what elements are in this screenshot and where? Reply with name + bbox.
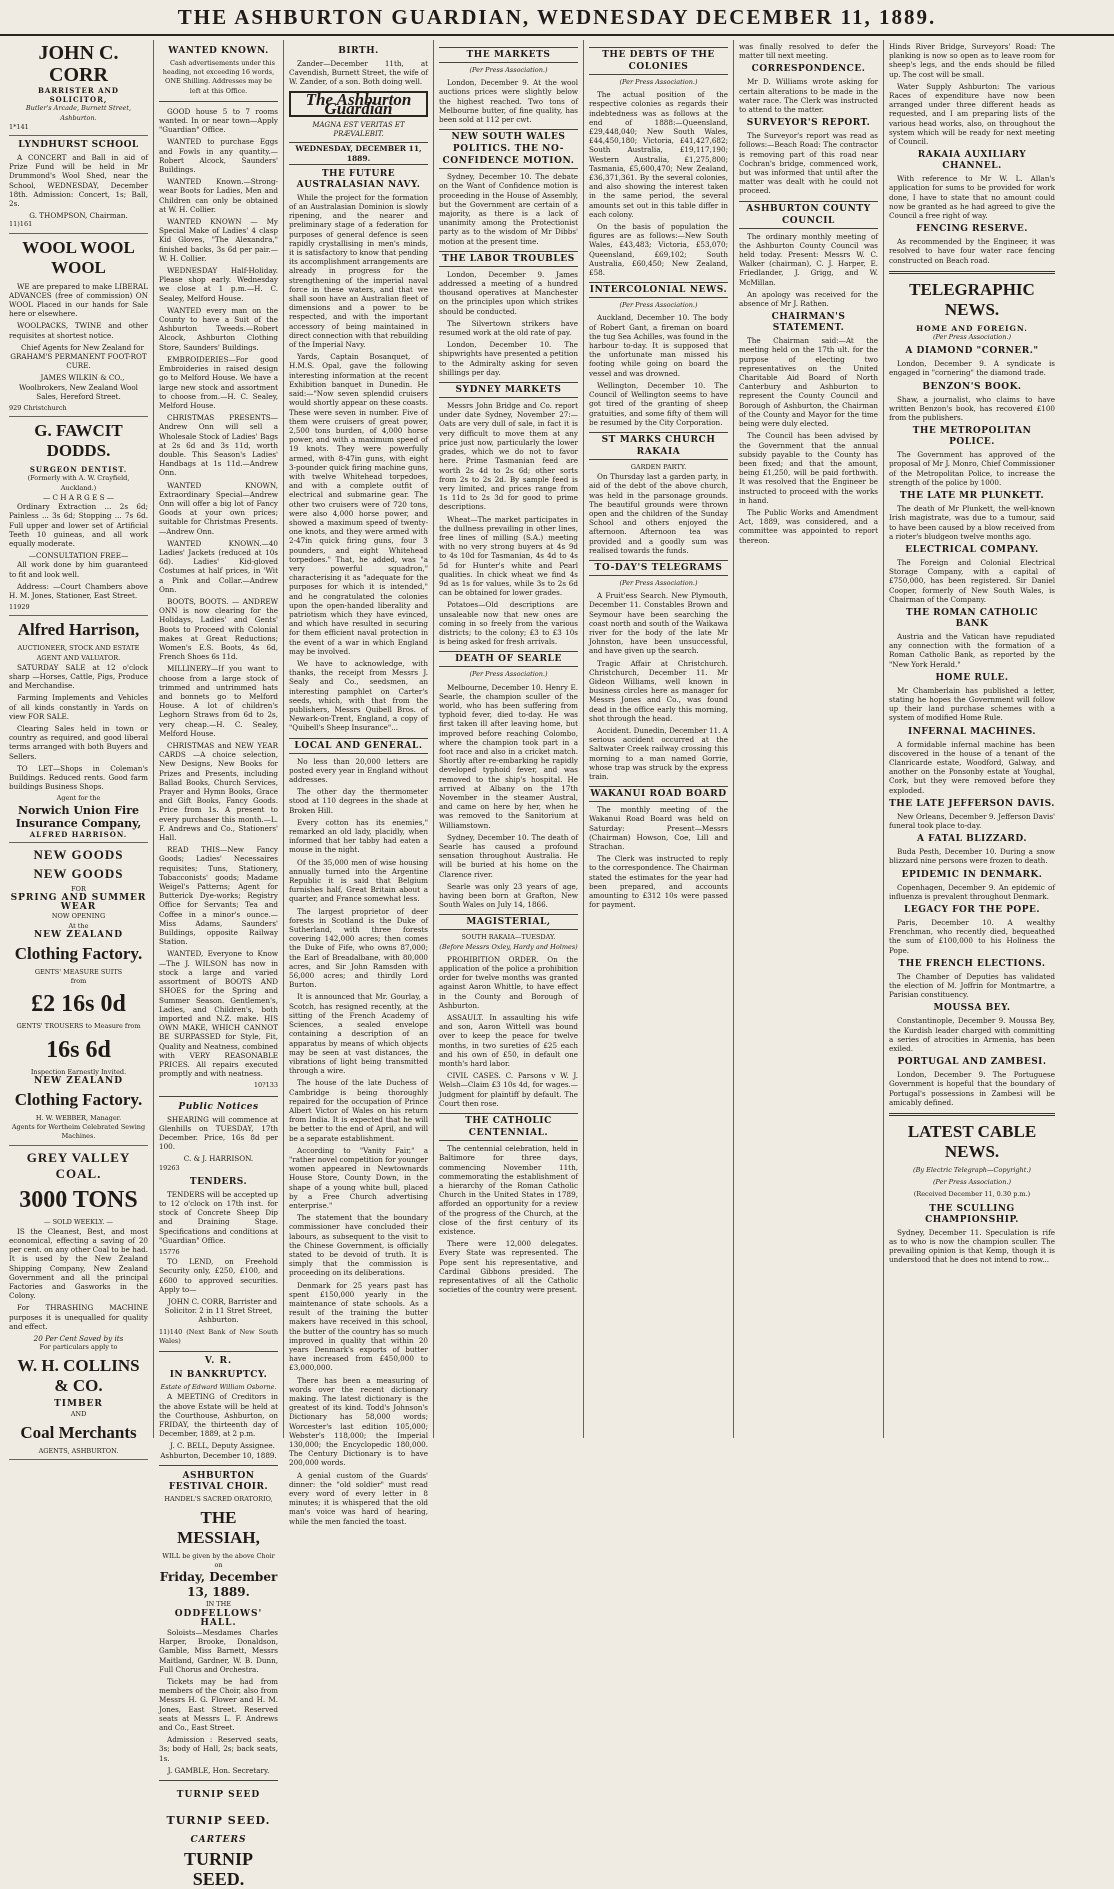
fencing-body: As recommended by the Engineer, it was resolved to have four water race fencing constructed on Beach road. <box>889 237 1055 265</box>
harrison-agent: Agent for the <box>56 794 101 803</box>
newspaper-masthead <box>0 0 1114 36</box>
column-6 <box>734 40 884 1438</box>
wool-sign: JAMES WILKIN & CO., Woolbrokers, New Zealand Wool Sales, Hereford Street. <box>19 373 138 401</box>
wanted-ad-7: EMBROIDERIES—For good Embroideries in raised design go to Melford House. We have a large new stock and assortment to choose from.—H. C. Sealey, Melford House. <box>159 354 278 410</box>
turnip-seed-3: TURNIP SEED. <box>183 1848 253 1889</box>
new-goods-agents: Agents for Wertheim Celebrated Sewing Machines. <box>11 1123 146 1141</box>
ashburton-county-heading: ASHBURTON COUNTY COUNCIL <box>739 201 878 229</box>
turnip-seed-1: TURNIP SEED <box>176 1790 261 1801</box>
latest-cable-sub: (By Electric Telegraph—Copyright.) <box>913 1166 1031 1175</box>
new-goods-now: NOW OPENING <box>51 912 106 921</box>
new-goods-price-1: £2 16s 0d <box>31 991 126 1018</box>
telegram-1-body: London, December 9. A syndicate is engaged in "cornering" the diamond trade. <box>889 359 1055 378</box>
wakanui-body-1: The monthly meeting of the Wakanui Road Board was held on Saturday: Present—Messrs (Chairman) Howson, Coe, Lill and Strachan. <box>589 805 728 852</box>
shearing-ref: 19263 <box>159 1163 180 1172</box>
messiah-hall: ODDFELLOWS' HALL. <box>174 1608 263 1628</box>
telegram-10-heading: A FATAL BLIZZARD. <box>917 834 1027 845</box>
latest-cable-source: (Per Press Association.) <box>933 1178 1011 1187</box>
new-goods-wear: WEAR <box>60 902 97 913</box>
new-goods-line-1: NEW GOODS <box>33 846 124 862</box>
telegrams-body-3: Accident. Dunedin, December 11. A serious accident occurred at the Saltwater Creek railway crossing this morning to a man named Gorrie, whose trap was struck by the express train. <box>589 725 728 781</box>
telegram-3-body: The Government has approved of the proposal of Mr J. Monro, Chief Commissioner of the Metropolitan Police, to increase the strength of the police by 1000. <box>889 450 1055 487</box>
turnip-seed-2: TURNIP SEED. <box>166 1814 271 1828</box>
catholic-body-1: The centennial celebration, held in Baltimore for three days, commencing November 11th, commemorating the establishment of a hierarchy of the Roman Catholic Church in the United States in 1789, afforded an opportunity for a review of the progress of the Church, at the close of the first century of its existence. <box>439 1144 578 1236</box>
lead-paragraph-1: While the project for the formation of an Australasian Dominion is slowly ripening, and the nearer and preliminary stage of a federation for purposes of general defence is seen rapidly crystallising in men's minds, it is satisfactory to know that pending its accomplishment arrangements are already in progress for the strengthening of the imperial naval force in these waters, and that we shall soon have an Australian fleet of dimensions and a power to be respected, and with the important accessory of being maintained in direct connection with that rebuilding of the Imperial Navy. <box>289 192 428 350</box>
column-2 <box>154 40 284 1889</box>
rakaia-body: With reference to Mr W. L. Allan's application for sums to be provided for work done, I have to state that no amount could now be granted as he had agreed to give the Council a free right of way. <box>889 174 1055 221</box>
new-goods-at: At the <box>68 921 89 930</box>
latest-cable-heading: LATEST CABLE NEWS. <box>907 1122 1037 1162</box>
surveyor-heading: SURVEYOR'S REPORT. <box>746 118 871 129</box>
new-goods-season: SPRING AND SUMMER <box>10 892 147 903</box>
messiah-sign: J. GAMBLE, Hon. Secretary. <box>167 1765 270 1775</box>
local-item-7: The house of the late Duchess of Cambridge is being thoroughly repaired for the occupation of Prince Albert Victor of Wales on his return from India. It is expected that he will be better to the end of April, and will be a separate establishment. <box>289 1078 428 1143</box>
surveyor-body: The Surveyor's report was read as follows:—Beach Road: The contractor is removing part of this road near Cochran's bridge, commenced work, but was informed that until after the matter was dealt with he could not proceed. <box>739 131 878 196</box>
local-item-4: Of the 35,000 men of wise housing annually turned into the Argentine Republic it is said that Belgium furnishes half, Great Britain about a quarter, and France somewhat less. <box>289 857 428 904</box>
festival-heading: ASHBURTON FESTIVAL CHOIR. <box>168 1470 269 1492</box>
shearing-notice: SHEARING will commence at Glenhills on TUESDAY, 17th December. Price, 16s 8d per 100. <box>159 1114 278 1152</box>
labor-body-3: London, December 10. The shipwrights have presented a petition to the Admiralty asking for seven shillings per day. <box>439 340 578 377</box>
telegram-13-body: The Chamber of Deputies has validated the election of M. Joffrin for Montmartre, a Parisian constituency. <box>889 971 1055 1000</box>
searle-body-3: Searle was only 23 years of age, having been born at Grafton, New South Wales on July 14, 1866. <box>439 881 578 910</box>
new-goods-clothing: Clothing Factory. <box>14 944 143 963</box>
collins-and: AND <box>70 1409 87 1418</box>
messiah-prices: Admission : Reserved seats, 3s; body of Hall, 2s; back seats, 1s. <box>159 1735 278 1763</box>
board-continued: was finally resolved to defer the matter till next meeting. <box>739 42 878 61</box>
lead-paragraph-3: We have to acknowledge, with thanks, the receipt from Messrs J. Sealy and Co., seedsmen, an interesting pamphlet on Carter's seeds, which, with that from the publishers, Messrs Quibell Bros. of Newark-on-Trent, England, a copy of "Quibell's Sheep Insurance"... <box>289 658 428 733</box>
corr-advert <box>9 42 148 136</box>
telegram-5-body: The Foreign and Colonial Electrical Storage Company, with a capital of £750,000, has been registered. Sir Daniel Cooper, formerly of New South Wales, is Chairman of the Company. <box>889 557 1055 604</box>
telegram-1-heading: A DIAMOND "CORNER." <box>905 346 1039 357</box>
lend-body: TO LEND, on Freehold Security only, £250, £100, and £600 to approved securities. Apply to— <box>159 1257 278 1294</box>
telegram-12-body: Paris, December 10. A wealthy Frenchman, who recently died, bequeathed the sum of £100,000 to his Holiness the Pope. <box>889 917 1055 955</box>
labor-body-2: The Silvertown strikers have resumed work at the old rate of pay. <box>439 318 578 338</box>
wool-heading: WOOL WOOL WOOL <box>22 237 135 277</box>
collins-coal: Coal Merchants <box>20 1422 137 1442</box>
labor-body-1: London, December 9. James addressed a meeting of a hundred thousand operatives at Manchester on the principles upon which strikes should be conducted. <box>439 269 578 316</box>
corr-ref: 1*141 <box>9 122 29 131</box>
markets-source: (Per Press Association.) <box>469 66 548 74</box>
lead-paragraph-2: Yards, Captain Bosanquet, of H.M.S. Opal, gave the following interesting information at the recent Exhibition banquet in Dunedin. He said:—"Now seven splendid cruisers would shortly appear on these coasts. These were seven in number. Five of them were cruisers of great power, 2,500 tons burden, of 4,000 horse power, and with a maximum speed of 19 knots. They were powerfully armed, with 8-47in guns, with eight 3-pounder quick firing machine guns, with twelve Whitehead torpedoes, and with a complete outfit of electrical and submarine gear. The other two cruisers were of 720 tons, were also 4,000 horse power, and showed a maximum speed of twenty-one knots, and they were armed with 2-47in quick firing guns, four 3 pounders, and eight Whitehead torpedoes." That, he added, was "a very powerful squadron," characterising it as "adequate for the purposes for which it is intended," and he congratulated the colonies upon the open-handed liberality and patriotism which they have evinced, and which have resulted in securing for them efficient naval protection in the event of a war in which England may be involved. <box>289 352 428 656</box>
telegram-3-heading: THE METROPOLITAN POLICE. <box>912 426 1032 448</box>
dodds-charges-heading: — C H A R G E S — <box>43 492 114 502</box>
dodds-role: SURGEON DENTIST. <box>29 465 128 475</box>
wanted-ad-4: WANTED KNOWN — My Special Make of Ladies' 4 clasp Kid Gloves, "The Alexandra," finished backs, 3s 6d per pair.—W. H. Collier. <box>159 217 278 263</box>
magisterial-body-1: PROHIBITION ORDER. On the application of the police a prohibition order for twelve months was granted against Aaron Whittle, to have effect in the County and Borough of Ashburton. <box>439 954 578 1010</box>
latest-cable-received: (Received December 11, 0.30 p.m.) <box>913 1190 1031 1199</box>
messiah-soloists: Soloists—Mesdames Charles Harper, Brooke, Donaldson, Gamble, Miss Barnett, Messrs Maitland, Gardner, W. B. Dunn, Full Chorus and Orchestra. <box>159 1628 278 1674</box>
birth-heading: BIRTH. <box>338 46 379 56</box>
telegram-8-body: A formidable infernal machine has been discovered in the house of a tenant of the Clanricarde estate, Woodford, Galway, and another on the Ponsonby estate at Youghal, Cork, but they were removed before they exploded. <box>889 739 1055 795</box>
divider <box>159 1465 278 1466</box>
new-goods-for: FOR <box>71 884 86 893</box>
searle-body-2: Sydney, December 10. The death of Searle has caused a profound sensation throughout Australia. He will be buried at his home on the Clarence river. <box>439 832 578 879</box>
tenders-body: TENDERS will be accepted up to 12 o'clock on 17th inst. for stock of Concrete Sheep Dip and Draining Stage. Specifications and conditions at "Guardian" Office. <box>159 1189 278 1245</box>
telegram-15-heading: PORTUGAL AND ZAMBESI. <box>897 1057 1047 1068</box>
telegram-8-heading: INFERNAL MACHINES. <box>907 726 1037 737</box>
collins-heading: W. H. COLLINS & CO. <box>17 1356 140 1396</box>
coal-advert <box>9 1150 148 1460</box>
birth-body: Zander—December 11th, at Cavendish, Burnett Street, the wife of W. Zander, of a son. Both doing well. <box>289 59 428 87</box>
local-item-2: The other day the thermometer stood at 110 degrees in the shade at Broken Hill. <box>289 787 428 815</box>
new-goods-manager: H. W. WEBBER, Manager. <box>35 1114 122 1123</box>
local-item-10: Denmark for 25 years past has spent £150,000 yearly in the maintenance of state schools. As a result of the training the butter makers have received in this school, the butter of the country has so much improved in quality that within 20 years Denmark's exports of butter have increased from £450,000 to £3,000,000. <box>289 1280 428 1373</box>
ashburton-county-body-5: The Public Works and Amendment Act, 1889, was considered, and a committee was appointed to report thereon. <box>739 507 878 545</box>
divider <box>159 1780 278 1781</box>
wanted-ad-6: WANTED every man on the County to have a Suit of the Ashburton Tweeds.—Robert Alcock, Ashburton Clothing Store, Saunders' Buildings. <box>159 305 278 352</box>
wanted-ad-14: READ THIS—New Fancy Goods; Ladies' Necessaires requisites; Tuns, Stationery, Tobacconists' goods; Madame Weigel's Patterns; Agent for Butterick Dye-works; Registry Office for Servants; Tea and Coffee in a minor's ounce.—Miss Adams, Saunders' Buildings, opposite Railway Station. <box>159 845 278 947</box>
telegram-4-body: The death of Mr Plunkett, the well-known Irish magistrate, was due to a tumour, said to have been caused by a blow received from a rioter's bludgeon twelve months ago. <box>889 504 1055 541</box>
wool-agents: Chief Agents for New Zealand for GRAHAM'S PERMANENT FOOT-ROT CURE. <box>10 342 147 371</box>
harrison-body: SATURDAY SALE at 12 o'clock sharp —Horses, Cattle, Pigs, Produce and Merchandise. <box>9 662 148 691</box>
telegrams-body-1: A Fruit'ess Search. New Plymouth, December 11. Constables Brown and Seymour have been searching the coast north and south of the Waikawa river for the body of the late Mr Johnston, have been unsuccessful, and have given up the search. <box>589 591 728 656</box>
column-5 <box>584 40 734 1438</box>
local-item-8: According to "Vanity Fair," a "rather novel competition for younger women appeared in Newtownards House Store, County Down, in the shape of a young white bull, placed by a Free Church advertising enterprise." <box>289 1145 428 1210</box>
chairman-heading: CHAIRMAN'S STATEMENT. <box>771 312 846 334</box>
local-item-6: It is announced that Mr. Gourlay, a Scotch, has resigned recently, at the sitting of the French Academy of Sciences, a sealed envelope containing a description of an apparatus by means of which objects may be seen at vast distances, the vibrations of light being transmitted through a wire. <box>289 992 428 1076</box>
telegram-9-heading: THE LATE JEFFERSON DAVIS. <box>889 798 1055 809</box>
festival-sub: HANDEL'S SACRED ORATORIO, <box>164 1494 273 1503</box>
intercolonial-body-1: Auckland, December 10. The body of Robert Gant, a fireman on board the tug Sea Achilles, was found in the harbour to-day. It is supposed that the unfortunate man missed his footing while going on board the vessel and was drowned. <box>589 313 728 378</box>
column-1 <box>4 40 154 1455</box>
telegram-11-body: Copenhagen, December 9. An epidemic of influenza is prevalent throughout Denmark. <box>889 882 1055 901</box>
catholic-heading: THE CATHOLIC CENTENNIAL. <box>439 1113 578 1141</box>
telegrams-body-2: Tragic Affair at Christchurch. Christchurch, December 11. Mr Gideon Williams, well known in business circles here as manager for Messrs Jones and Co., was found dead in the office early this morning, shot through the head. <box>589 658 728 723</box>
wanted-ad-13: CHRISTMAS and NEW YEAR CARDS —A choice selection, New Designs, New Books for Prizes and Presents, including Ballad Books, Church Services, Prayer and Hymn Books, Grace and Gift Books, Fancy Goods. Price from 1s. A present to every purchaser this month.—L. F. Andrews and Co., Stationers' Hall. <box>159 741 278 843</box>
harrison-heading: Alfred Harrison, <box>17 620 140 640</box>
wakanui-body-2: The Clerk was instructed to reply to the correspondence. The Chairman stated the estimates for the year had been prepared, and accounts amounting to £312 10s were passed for payment. <box>589 854 728 910</box>
telegrams-source: (Per Press Association.) <box>619 578 698 587</box>
coal-threshing: For THRASHING MACHINE purposes it is unequalled for quality and effect. <box>9 1303 148 1331</box>
wanted-rates: Cash advertisements under this heading, not exceeding 16 words, ONE Shilling. Addresses may be left at this Office. <box>162 59 275 95</box>
wanted-ad-2: WANTED to purchase Eggs and Fowls in any quantity.—Robert Alcock, Saunders' Buildings. <box>159 137 278 175</box>
new-goods-nz: NEW ZEALAND <box>33 929 124 940</box>
markets-body: London, December 9. At the wool auctions prices were slightly below the highest reached. Two tons of Melbourne butter, of fine quality, has been sold at 112 per cwt. <box>439 78 578 125</box>
wool-body-2: WOOLPACKS, TWINE and other requisites at shortest notice. <box>9 321 148 340</box>
wanted-ad-3: WANTED Known.—Strong-wear Boots for Ladies, Men and Children can only be obtained at W. H. Collier. <box>159 177 278 214</box>
harrison-body-4: TO LET—Shops in Coleman's Buildings. Reduced rents. Good farm buildings Business Shops. <box>9 763 148 792</box>
new-goods-from: from <box>70 977 87 986</box>
school-advert <box>9 140 148 234</box>
school-sign: G. THOMPSON, Chairman. <box>29 211 128 221</box>
coal-body: IS the Cleanest, Best, and most economical, effecting a saving of 20 per cent. on any other Coal to be had. It is used by the New Zealand Shipping Company, New Zealand Government and all the principal Factories and Gasworks in the Colony. <box>9 1226 148 1301</box>
telegram-4-heading: THE LATE MR PLUNKETT. <box>899 491 1045 502</box>
dodds-guarantee: All work done by him guaranteed to fit and look well. <box>9 560 148 579</box>
debts-body-2: On the basis of population the figures are as follows:—New South Wales, £43,483; Victoria, £53,070; Queensland, £69,102; South Australia, £60,450; New Zealand, £58. <box>589 222 728 278</box>
wool-body: WE are prepared to make LIBERAL ADVANCES (free of commission) ON WOOL Placed in our hands for Sale here or elsewhere. <box>9 281 148 319</box>
harrison-body-3: Clearing Sales held in town or country as required, and good liberal terms arranged with both Buyers and Sellers. <box>9 723 148 761</box>
telegram-5-heading: ELECTRICAL COMPANY. <box>905 544 1039 555</box>
local-item-11: There has been a measuring of words over the recent dictionary making. The latest dictionary is the greatest of its kind. Todd's Johnson's Dictionary has 58,000 words; Worcester's last edition 105,000; Webster's 118,000; the Imperial 130,000; the Encyclopedic 180,000. The Century Dictionary is to have 200,000 words. <box>289 1375 428 1468</box>
column-3 <box>284 40 434 1526</box>
searle-body-1: Melbourne, December 10. Henry E. Searle, the champion sculler of the world, who has been suffering from typhoid fever, died to-day. He was first taken ill after leaving home, but improved before reaching Colombo, where the champion took part in a foot race and also in a cricket match. Shortly after re-embarking he rapidly developed typhoid fever, and was removed to the ship's hospital. He arrived at Albany on the 17th November in the steamer Austral, and came on here by her, when he was removed to the Sanitorium at Williamstown. <box>439 682 578 830</box>
telegrams-heading: TO-DAY'S TELEGRAMS <box>589 560 728 576</box>
carters-label: CARTERS <box>190 1834 247 1845</box>
debts-body-1: The actual position of the respective colonies as regards their indebtedness was as follows at the end of 1888:—Queensland, £29,448,040; New South Wales, £44,450,180; Victoria, £41,427,682; South Australia, £19,117,190; Western Australia, £1,275,800; Tasmania, £5,600,470; New Zealand, £36,371,361. By the several colonies, and also showing the interest taken in the same period, the several amounts set out in this table differ in each colony. <box>589 90 728 219</box>
searle-source: (Per Press Association.) <box>469 670 548 679</box>
dodds-address: Address: —Court Chambers above H. M. Jones, Stationer, East Street. <box>9 581 148 600</box>
report-continued-2: Water Supply Ashburton: The various Races of expenditure have now been arranged under three different heads as requested, and I am preparing lists of the various head works, also, on throughout the system which will be ready for next meeting of Council. <box>889 81 1055 147</box>
new-goods-line-2: NEW GOODS <box>33 865 124 881</box>
ashburton-county-body-3: The Chairman said:—At the meeting held on the 17th ult. for the purpose of electing two representatives on the United Charitable Aid Board of North Canterbury and Ashburton to represent the County Council and Borough of Ashburton, the Chairman of the County and Mayor for the time being were duly elected. <box>739 336 878 429</box>
wanted-ad-11: BOOTS, BOOTS. — ANDREW ONN is now clearing for the Holidays, Ladies' and Gents' Boots to Proceed with Colonial makes at Great Reductions; Women's E.S. Boots, 4s 6d, French Shoes 6s 11d. <box>159 596 278 662</box>
magisterial-body-3: CIVIL CASES. C. Parsons v W. J. Welsh—Claim £3 10s 4d, for wages.—Judgment for plaintiff by default. The Court then rose. <box>439 1071 578 1108</box>
searle-heading: DEATH OF SEARLE <box>439 651 578 667</box>
wanted-ad-15: WANTED, Everyone to Know—The J. WILSON has now in stock a large and varied assortment of BOOTS AND SHOES for the Spring and Summer Season. Gentlemen's, Ladies, and Children's, both imported and N.Z. make. HIS OWN MAKE, WHICH CANNOT BE SURPASSED for Style, Fit, Quality and Neatness, combined with VERY REASONABLE PRICES. All repairs executed promptly and with neatness. <box>159 949 278 1079</box>
public-notices-heading: Public Notices <box>178 1101 259 1112</box>
telegram-13-heading: THE FRENCH ELECTIONS. <box>898 958 1046 969</box>
coal-particulars: For particulars apply to <box>39 1343 118 1352</box>
dodds-consult: —CONSULTATION FREE— <box>28 551 129 561</box>
st-marks-sub: GARDEN PARTY. <box>630 462 687 471</box>
school-body: A CONCERT and Ball in aid of Prize Fund will be held in Mr Drummond's Wool Shed, near the School, WEDNESDAY, December 18th. Admission: Concert, 1s; Ball, 2s. <box>9 153 148 209</box>
coal-sold: — SOLD WEEKLY. — <box>44 1217 113 1226</box>
divider <box>159 1351 278 1352</box>
magisterial-sub: SOUTH RAKAIA—TUESDAY. <box>461 933 556 942</box>
new-goods-advert <box>9 847 148 1146</box>
wool-ref: 929 Christchurch <box>9 404 67 413</box>
collins-agents: AGENTS, ASHBURTON. <box>38 1446 119 1455</box>
telegraphic-heading: TELEGRAPHIC NEWS. <box>909 279 1035 319</box>
intercolonial-heading: INTERCOLONIAL NEWS. <box>589 282 728 298</box>
messiah-tickets: Tickets may be had from members of the Choir, also from Messrs H. G. Flower and H. M. Jones, East Street. Reserved seats at Messrs L. F. Andrews and Co., East Street. <box>159 1677 278 1733</box>
sydney-markets-body-3: Potatoes—Old descriptions are unsaleable now that new ones are coming in so freely from the various districts; to the colony; £3 to £3 10s is being asked for fresh arrivals. <box>439 600 578 647</box>
st-marks-body: On Thursday last a garden party, in aid of the debt of the above church, was held in the parsonage grounds. The beautiful grounds were thrown open and the children of the Sunday School and others enjoyed the afternoon. Afternoon tea was provided and a goodly sum was realised towards the funds. <box>589 472 728 555</box>
new-goods-trousers: GENTS' TROUSERS to Measure from <box>16 1022 141 1031</box>
harrison-advert <box>9 620 148 842</box>
column-4 <box>434 40 584 1438</box>
ashburton-county-body-1: The ordinary monthly meeting of the Ashburton County Council was held today. Present: Messrs W. C. Walker (chairman), C. J. Harper, E. Friedlander, J. Grigg, and W. McMillan. <box>739 231 878 287</box>
rakaia-heading: RAKAIA AUXILIARY CHANNEL. <box>917 150 1027 172</box>
local-general-heading: LOCAL AND GENERAL. <box>289 738 428 754</box>
telegram-9-body: New Orleans, December 9. Jefferson Davis' funeral took place to-day. <box>889 811 1055 830</box>
wool-advert <box>9 238 148 418</box>
dodds-advert <box>9 421 148 616</box>
fencing-heading: FENCING RESERVE. <box>916 224 1028 235</box>
harrison-body-2: Farming Implements and Vehicles of all kinds constantly in Yards on view FOR SALE. <box>9 693 148 721</box>
tenders-ref: 15776 <box>159 1247 180 1256</box>
wanted-heading: WANTED KNOWN. <box>168 46 269 56</box>
debts-heading: THE DEBTS OF THE COLONIES <box>589 47 728 75</box>
sydney-markets-body-2: Wheat—The market participates in the dullness prevailing in other lines, free lines of milling (S.A.) meeting with no very strong buyers at 4s 9d to 4s 10d for Tasmanian, 4s 4d to 4s 5d for Hunter's white and Pearl qualities. In chick wheat we find 4s 9d as 1s for values, while 3s to 2s 6d can be obtained for lower grades. <box>439 514 578 598</box>
school-heading: LYNDHURST SCHOOL <box>18 140 139 151</box>
wanted-ad-10: WANTED KNOWN.—40 Ladies' Jackets (reduced at 10s 6d). Ladies' Kid-gloved Costumes at half prices, in 'Wit a Pink and Collar.—Andrew Onn. <box>159 538 278 594</box>
magisterial-bench: (Before Messrs Oxley, Hardy and Holmes) <box>439 942 578 951</box>
local-item-1: No less than 20,000 letters are posted every year in England without addresses. <box>289 756 428 785</box>
norwich-heading: Norwich Union Fire Insurance Company, <box>15 803 142 830</box>
new-goods-suits: GENTS' MEASURE SUITS <box>34 968 123 976</box>
newspaper-columns <box>4 40 1110 1889</box>
debts-source: (Per Press Association.) <box>619 78 698 86</box>
sydney-markets-body-1: Messrs John Bridge and Co. report under date Sydney, November 27:— Oats are very dull of sale, in fact it is very difficult to move them at any price just now, particularly the lower grades, which we do not to favor here. Prime Tasmanian feed are worth 2s 4d to 2s 6d; other sorts from 2s to 2s 2d. By sample feed is very limited, and prices range from 1s 11d to 2s 3d for good to prime descriptions. <box>439 401 578 512</box>
local-item-5: The largest proprietor of deer forests in Scotland is the Duke of Sutherland, with three forests covering 142,000 acres; then comes the Duke of Fife, who owns 87,000; the Earl of Breadalbane, with 80,000 acres, and Sir John Ramsden with 56,000 acres; and thirdly Lord Burton. <box>289 906 428 990</box>
telegram-6-body: Austria and the Vatican have repudiated any connection with the formation of a Roman Catholic Bank, as reported by the "New York Herald." <box>889 631 1055 669</box>
coal-heading: GREY VALLEY COAL. <box>26 1149 131 1181</box>
telegraphic-sub: HOME AND FOREIGN. <box>916 323 1028 333</box>
school-ref: 11)161 <box>9 220 33 229</box>
messiah-will: WILL be given by the above Choir on <box>162 1552 275 1570</box>
vr-mark: V. R. <box>204 1356 233 1366</box>
telegram-6-heading: THE ROMAN CATHOLIC BANK <box>905 607 1039 629</box>
messiah-heading: THE MESSIAH, <box>177 1508 260 1548</box>
nsw-politics-body: Sydney, December 10. The debate on the Want of Confidence motion is proceeding in the House of Assembly, but the Government are certain of a majority, as there is a lack of unanimity among the Protectionist party as to the wisdom of Mr Dibbs' motion at the present time. <box>439 172 578 246</box>
telegraphic-source: (Per Press Association.) <box>933 333 1011 342</box>
paper-motto: MAGNA EST VERITAS ET PRÆVALEBIT. <box>312 121 405 139</box>
lend-sign: JOHN C. CORR, Barrister and Solicitor. 2 in 11 Stret Street, Ashburton. <box>164 1296 278 1325</box>
labor-heading: THE LABOR TROUBLES <box>439 251 578 267</box>
new-goods-nz-2: NEW ZEALAND <box>33 1075 124 1086</box>
wanted-ad-8: CHRISTMAS PRESENTS—Andrew Onn will sell a Wholesale Stock of Ladies' Bags at 2s 6d and 3s 11d, worth double. This Season's Ladies' Handbags at 1s 11d.—Andrew Onn. <box>159 413 278 478</box>
bankruptcy-heading: IN BANKRUPTCY. <box>169 1370 268 1381</box>
wanted-ad-1: GOOD house 5 to 7 rooms wanted. In or near town—Apply "Guardian" Office. <box>159 106 278 135</box>
corr-address: Butler's Arcade, Burnett Street, Ashburton. <box>25 104 132 122</box>
telegram-14-heading: MOUSSA BEY. <box>933 1003 1011 1014</box>
telegram-14-body: Constantinople, December 9. Moussa Bey, the Kurdish leader charged with committing a series of atrocities in Armenia, has been exiled. <box>889 1016 1055 1054</box>
intercolonial-source: (Per Press Association.) <box>619 301 698 310</box>
masthead-title: THE ASHBURTON GUARDIAN, WEDNESDAY DECEMBER 11, 1889. <box>177 4 937 29</box>
wanted-ad-12: MILLINERY—If you want to choose from a large stock of trimmed and untrimmed hats and bonnets go to Melford House. A lot of children's Leghorn Straws from 6d to 2s, very cheap.—H. C. Sealey, Melford House. <box>159 664 278 738</box>
column-7 <box>884 40 1060 1438</box>
telegram-7-body: Mr Chamberlain has published a letter, stating he hopes the Government will follow up their land purchase schemes with a system of modified Home Rule. <box>889 685 1055 723</box>
dodds-late: (Formerly with A. W. Crayfield, Auckland.) <box>27 474 130 492</box>
lend-ref: 11)140 (Next Bank of New South Wales) <box>159 1327 278 1345</box>
dodds-ref: 11929 <box>9 603 30 612</box>
coal-saved: 20 Per Cent Saved by its <box>33 1334 124 1344</box>
divider <box>889 1113 1055 1116</box>
markets-heading: THE MARKETS <box>439 47 578 63</box>
local-item-12: A genial custom of the Guards' dinner: the "old soldier" must read every word of every letter in 8 minutes; it is whispered that the old man's voice was hard of hearing, while the men fancied the toast. <box>289 1470 428 1526</box>
telegram-7-heading: HOME RULE. <box>935 672 1009 683</box>
coal-tons: 3000 TONS <box>19 1186 138 1213</box>
bankruptcy-sign: J. C. BELL, Deputy Assignee. Ashburton, December 10, 1889. <box>160 1441 277 1460</box>
telegram-11-heading: EPIDEMIC IN DENMARK. <box>901 869 1043 880</box>
telegram-2-heading: BENZON'S BOOK. <box>922 381 1022 392</box>
harrison-sign: ALFRED HARRISON. <box>29 829 128 839</box>
bankruptcy-body: A MEETING of Creditors in the above Estate will be held at the Courthouse, Ashburton, on FRIDAY, the thirteenth day of December, 1889, at 2 p.m. <box>159 1392 278 1439</box>
wanted-ad-9: WANTED KNOWN, Extraordinary Special—Andrew Onn will offer a big lot of Fancy Goods at your own prices; suitable for Christmas Presents.—Andrew Onn. <box>159 480 278 536</box>
catholic-body-2: There were 12,000 delegates. Every State was represented. The Pope sent his representative, and Cardinal Gibbons presided. The representatives of all the Catholic societies of the country were present. <box>439 1239 578 1295</box>
wanted-ad-15-ref: 10?133 <box>253 1081 278 1090</box>
telegram-15-body: London, December 9. The Portuguese Government is hopeful that the boundary of Portugal's possessions in Zambesi will be amicably defined. <box>889 1070 1055 1107</box>
paper-title: The Ashburton Guardian <box>289 91 428 117</box>
report-continued-1: Hinds River Bridge, Surveyors' Road: The planking is now so open as to leave room for sheep's legs, and the ends should be filled up. The cost will be small. <box>889 42 1055 79</box>
harrison-role: AUCTIONEER, STOCK AND ESTATE AGENT AND VALUATOR. <box>17 644 140 662</box>
nsw-politics-heading: NEW SOUTH WALES POLITICS. THE NO-CONFIDENCE MOTION. <box>439 129 578 169</box>
ashburton-county-body-4: The Council has been advised by the Government that the annual subsidy payable to the County has been fixed; and that the amount, being £1,250, will be paid forthwith. It was resolved that the Engineer be instructed to proceed with the works in hand. <box>739 431 878 505</box>
new-goods-inspect: Inspection Earnestly Invited. <box>30 1067 127 1076</box>
new-goods-price-2: 16s 6d <box>46 1036 111 1063</box>
wakanui-heading: WAKANUI ROAD BOARD <box>589 786 728 802</box>
st-marks-heading: ST MARKS CHURCH RAKAIA <box>589 432 728 460</box>
correspondence-heading: CORRESPONDENCE. <box>751 64 866 75</box>
divider <box>159 101 278 102</box>
divider <box>889 271 1055 274</box>
dodds-heading: G. FAWCIT DODDS. <box>34 421 123 461</box>
magisterial-heading: MAGISTERIAL, <box>439 914 578 930</box>
telegram-16-heading: THE SCULLING CHAMPIONSHIP. <box>925 1203 1019 1225</box>
local-item-9: The statement that the boundary commissioner have concluded their labours, as subsequent to the visit to the Chinese Government, is officially stated to be devoid of truth. It is simply that the commission is proceeding on its deliberations. <box>289 1213 428 1278</box>
correspondence-body: Mr D. Williams wrote asking for certain alterations to be made in the water race. The Clerk was instructed to attend to the matter. <box>739 77 878 115</box>
dodds-charges: Ordinary Extraction ... 2s 6d; Painless ... 3s 6d; Stopping ... 7s 6d. Full upper and lower set of Artificial Teeth 10 guineas, and all work equally moderate. <box>9 502 148 548</box>
corr-name: JOHN C. CORR <box>38 42 119 86</box>
telegram-2-body: Shaw, a journalist, who claims to have written Benzon's book, has recovered £100 from the publishers. <box>889 394 1055 423</box>
shearing-sign: C. & J. HARRISON. <box>183 1154 254 1164</box>
magisterial-body-2: ASSAULT. In assaulting his wife and son, Aaron Wittell was bound over to keep the peace for twelve months, in two sureties of £25 each and his own of £50, in default one month's hard labor. <box>439 1013 578 1069</box>
lead-heading: THE FUTURE AUSTRALASIAN NAVY. <box>296 168 421 190</box>
corr-role: BARRISTER AND SOLICITOR, <box>37 86 119 105</box>
intercolonial-body-2: Wellington, December 10. The Council of Wellington seems to have got tired of the granting of sheep gratuities, and some fifty of them will be resumed by the City Corporation. <box>589 380 728 427</box>
telegram-16-body: Sydney, December 11. Speculation is rife as to who is now the champion sculler. The prevailing opinion is that Kemp, though it is understood that he does not intend to row... <box>889 1227 1055 1265</box>
ashburton-county-body-2: An apology was received for the absence of Mr J. Rathen. <box>739 289 878 309</box>
new-goods-clothing-2: Clothing Factory. <box>14 1090 143 1110</box>
tenders-heading: TENDERS. <box>189 1176 248 1187</box>
telegram-10-body: Buda Pesth, December 10. During a snow blizzard nine persons were frozen to death. <box>889 847 1055 866</box>
local-item-3: Every cotton has its enemies," remarked an old lady, placidly, when informed that her tabby had eaten a mouse in the night. <box>289 817 428 855</box>
messiah-date: Friday, December 13, 1889. <box>159 1570 278 1600</box>
divider <box>159 1096 278 1097</box>
collins-timber: TIMBER <box>54 1399 103 1410</box>
telegram-12-heading: LEGACY FOR THE POPE. <box>904 904 1040 915</box>
wanted-ad-5: WEDNESDAY Half-Holiday. Please shop early. Wednesday we close at 1 p.m.—H. C. Sealey, Melford House. <box>159 266 278 303</box>
paper-date: WEDNESDAY, DECEMBER 11, 1889. <box>289 142 428 164</box>
bankruptcy-estate: Estate of Edward William Osborne. <box>160 1383 277 1392</box>
messiah-in: IN THE <box>205 1600 232 1609</box>
sydney-markets-heading: SYDNEY MARKETS <box>439 382 578 398</box>
